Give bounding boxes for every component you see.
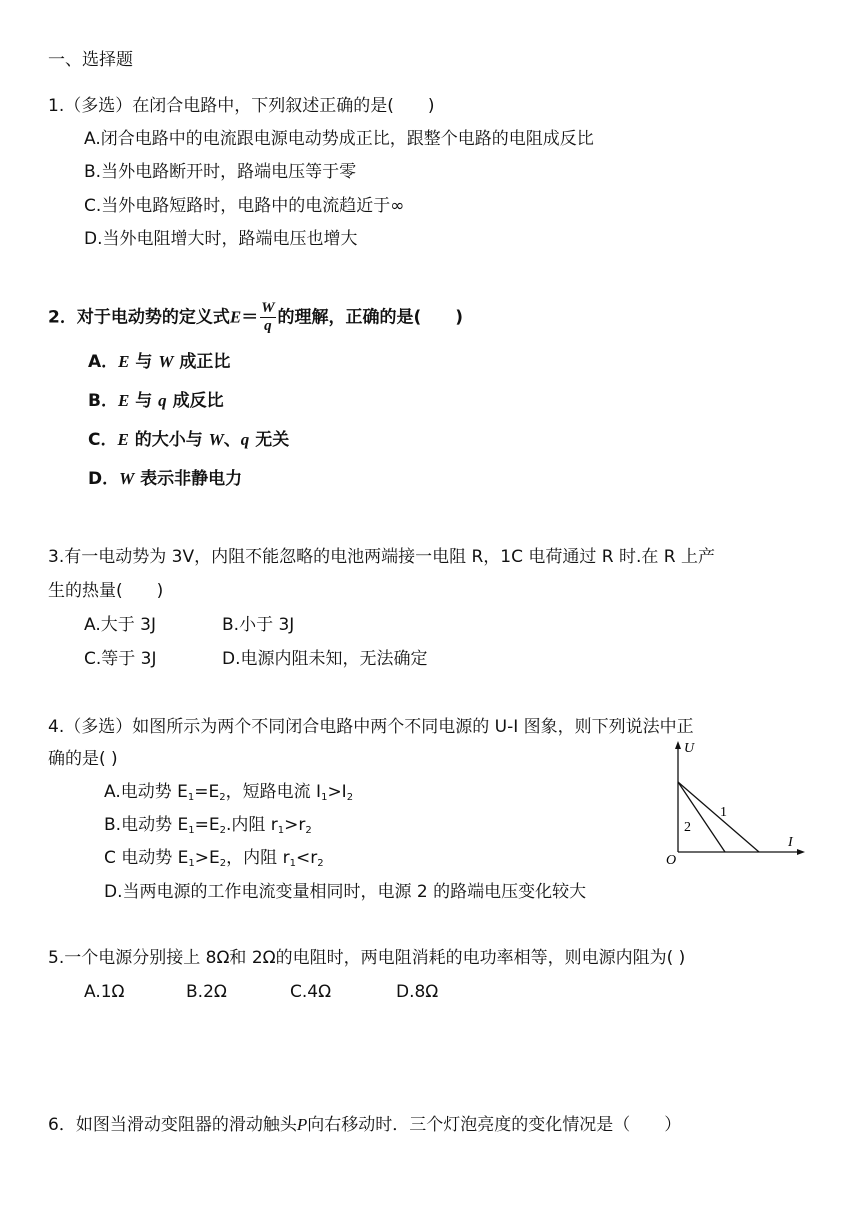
- q4-c-s1: 1: [188, 858, 195, 869]
- q2-b-t1: 与: [129, 391, 159, 411]
- q2-fraction-num: W: [261, 300, 275, 316]
- q3-option-d: D.电源内阻未知，无法确定: [222, 649, 428, 669]
- q4-c-s2: 2: [219, 858, 227, 869]
- q4-a-s4: 2: [346, 792, 354, 803]
- q2-d-label: D．: [88, 469, 120, 489]
- q4-stem-line1: 4.（多选）如图所示为两个不同闭合电路中两个不同电源的 U-I 图象，则下列说法中正: [48, 717, 694, 737]
- q1-stem: 1.（多选）在闭合电路中，下列叙述正确的是( ): [48, 96, 435, 116]
- q5-stem: 5.一个电源分别接上 8Ω和 2Ω的电阻时，两电阻消耗的电功率相等，则电源内阻为( ): [48, 948, 686, 968]
- q1-option-a: A.闭合电路中的电流跟电源电动势成正比，跟整个电路的电阻成反比: [84, 129, 594, 149]
- q2-fraction: [260, 300, 275, 335]
- q2-fraction-den: q: [264, 318, 272, 334]
- q2-stem: [48, 300, 463, 335]
- q2-d-t1: 表示非静电力: [134, 469, 243, 489]
- q2-a-t2: 成正比: [173, 352, 231, 372]
- q3-stem-line2: 生的热量( ): [48, 581, 164, 601]
- q3-option-c: C.等于 3J: [84, 649, 157, 669]
- q1-option-b: B.当外电路断开时，路端电压等于零: [84, 162, 357, 182]
- q2-c-t2: 、: [223, 430, 241, 450]
- q4-a-t2: =E: [194, 782, 220, 802]
- graph-origin-label: O: [666, 853, 677, 868]
- q1-option-c: C.当外电路短路时，电路中的电流趋近于∞: [84, 196, 405, 216]
- q4-b-t4: >r: [284, 815, 306, 835]
- q2-option-a: [88, 350, 230, 374]
- q5-option-d: D.8Ω: [396, 982, 439, 1002]
- q2-suffix: 的理解，正确的是( ): [277, 307, 464, 328]
- q2-var-e: E: [229, 307, 242, 327]
- q4-ui-graph: [662, 738, 812, 868]
- q3-option-a: A.大于 3J: [84, 615, 156, 635]
- q3-stem-line1: 3.有一电动势为 3V，内阻不能忽略的电池两端接一电阻 R，1C 电荷通过 R 时.在 R 上产: [48, 547, 716, 567]
- q2-c-v1: E: [117, 430, 129, 449]
- q4-a-s2: 2: [219, 792, 226, 803]
- q4-a-t4: >I: [327, 782, 347, 802]
- graph-axis-y-label: U: [684, 741, 695, 756]
- q4-a-s1: 1: [187, 792, 195, 803]
- q3-option-b: B.小于 3J: [222, 615, 295, 635]
- q4-a-t3: ，短路电流 I: [225, 782, 322, 802]
- q4-b-s1: 1: [188, 825, 195, 836]
- q2-eq: ＝: [241, 307, 259, 328]
- q6-prefix: 6．如图当滑动变阻器的滑动触头: [48, 1115, 297, 1135]
- q4-a-t1: A.电动势 E: [104, 782, 188, 802]
- q4-c-s4: 2: [317, 858, 324, 869]
- q6-stem: [48, 1113, 681, 1137]
- q2-a-t1: 与: [129, 352, 159, 372]
- q2-option-d: [88, 467, 242, 491]
- q2-a-v1: E: [118, 352, 130, 371]
- q2-a-v2: W: [158, 352, 174, 371]
- q5-option-b: B.2Ω: [186, 982, 227, 1002]
- q4-b-s2: 2: [219, 825, 226, 836]
- q5-option-c: C.4Ω: [290, 982, 332, 1002]
- q1-option-d: D.当外电阻增大时，路端电压也增大: [84, 229, 358, 249]
- q4-c-t2: >E: [194, 848, 220, 868]
- q4-b-t3: .内阻 r: [225, 815, 278, 835]
- section-title: 一、选择题: [48, 50, 133, 70]
- graph-y-arrow-icon: [675, 741, 681, 749]
- q4-c-t4: <r: [295, 848, 318, 868]
- q5-option-a: A.1Ω: [84, 982, 125, 1002]
- q4-b-t2: =E: [194, 815, 220, 835]
- q4-option-b: [104, 813, 312, 843]
- q4-c-t3: ，内阻 r: [226, 848, 290, 868]
- q2-option-c: [88, 428, 289, 452]
- q2-option-b: [88, 389, 224, 413]
- q4-option-a: [104, 780, 353, 810]
- q2-b-t2: 成反比: [166, 391, 224, 411]
- graph-axis-x-label: I: [788, 835, 793, 850]
- q2-a-label: A．: [88, 352, 119, 372]
- q2-d-v1: W: [119, 469, 135, 488]
- q4-option-c: [104, 846, 324, 876]
- graph-line-2-label: 2: [684, 820, 691, 835]
- q4-c-t1: C 电动势 E: [104, 848, 189, 868]
- q6-suffix: 向右移动时．三个灯泡亮度的变化情况是（ ）: [307, 1115, 682, 1135]
- q4-b-s4: 2: [305, 825, 312, 836]
- q2-prefix: 2．对于电动势的定义式: [48, 307, 230, 328]
- q2-b-label: B．: [88, 391, 118, 411]
- q4-c-s3: 1: [289, 858, 296, 869]
- graph-line-1-label: 1: [720, 805, 727, 820]
- q2-c-v3: q: [240, 430, 250, 449]
- graph-x-arrow-icon: [797, 849, 805, 855]
- q2-c-t3: 无关: [249, 430, 290, 450]
- q2-c-t1: 的大小与: [128, 430, 209, 450]
- q4-b-s3: 1: [277, 825, 285, 836]
- q4-stem-line2: 确的是( ): [48, 749, 118, 769]
- q2-c-v2: W: [208, 430, 224, 449]
- q2-c-label: C．: [88, 430, 118, 450]
- q4-b-t1: B.电动势 E: [104, 815, 189, 835]
- q2-b-v2: q: [158, 391, 167, 410]
- q6-var-p: P: [296, 1115, 308, 1134]
- q4-option-d: D.当两电源的工作电流变量相同时，电源 2 的路端电压变化较大: [104, 882, 587, 902]
- q4-a-s3: 1: [321, 792, 328, 803]
- q2-b-v1: E: [117, 391, 130, 410]
